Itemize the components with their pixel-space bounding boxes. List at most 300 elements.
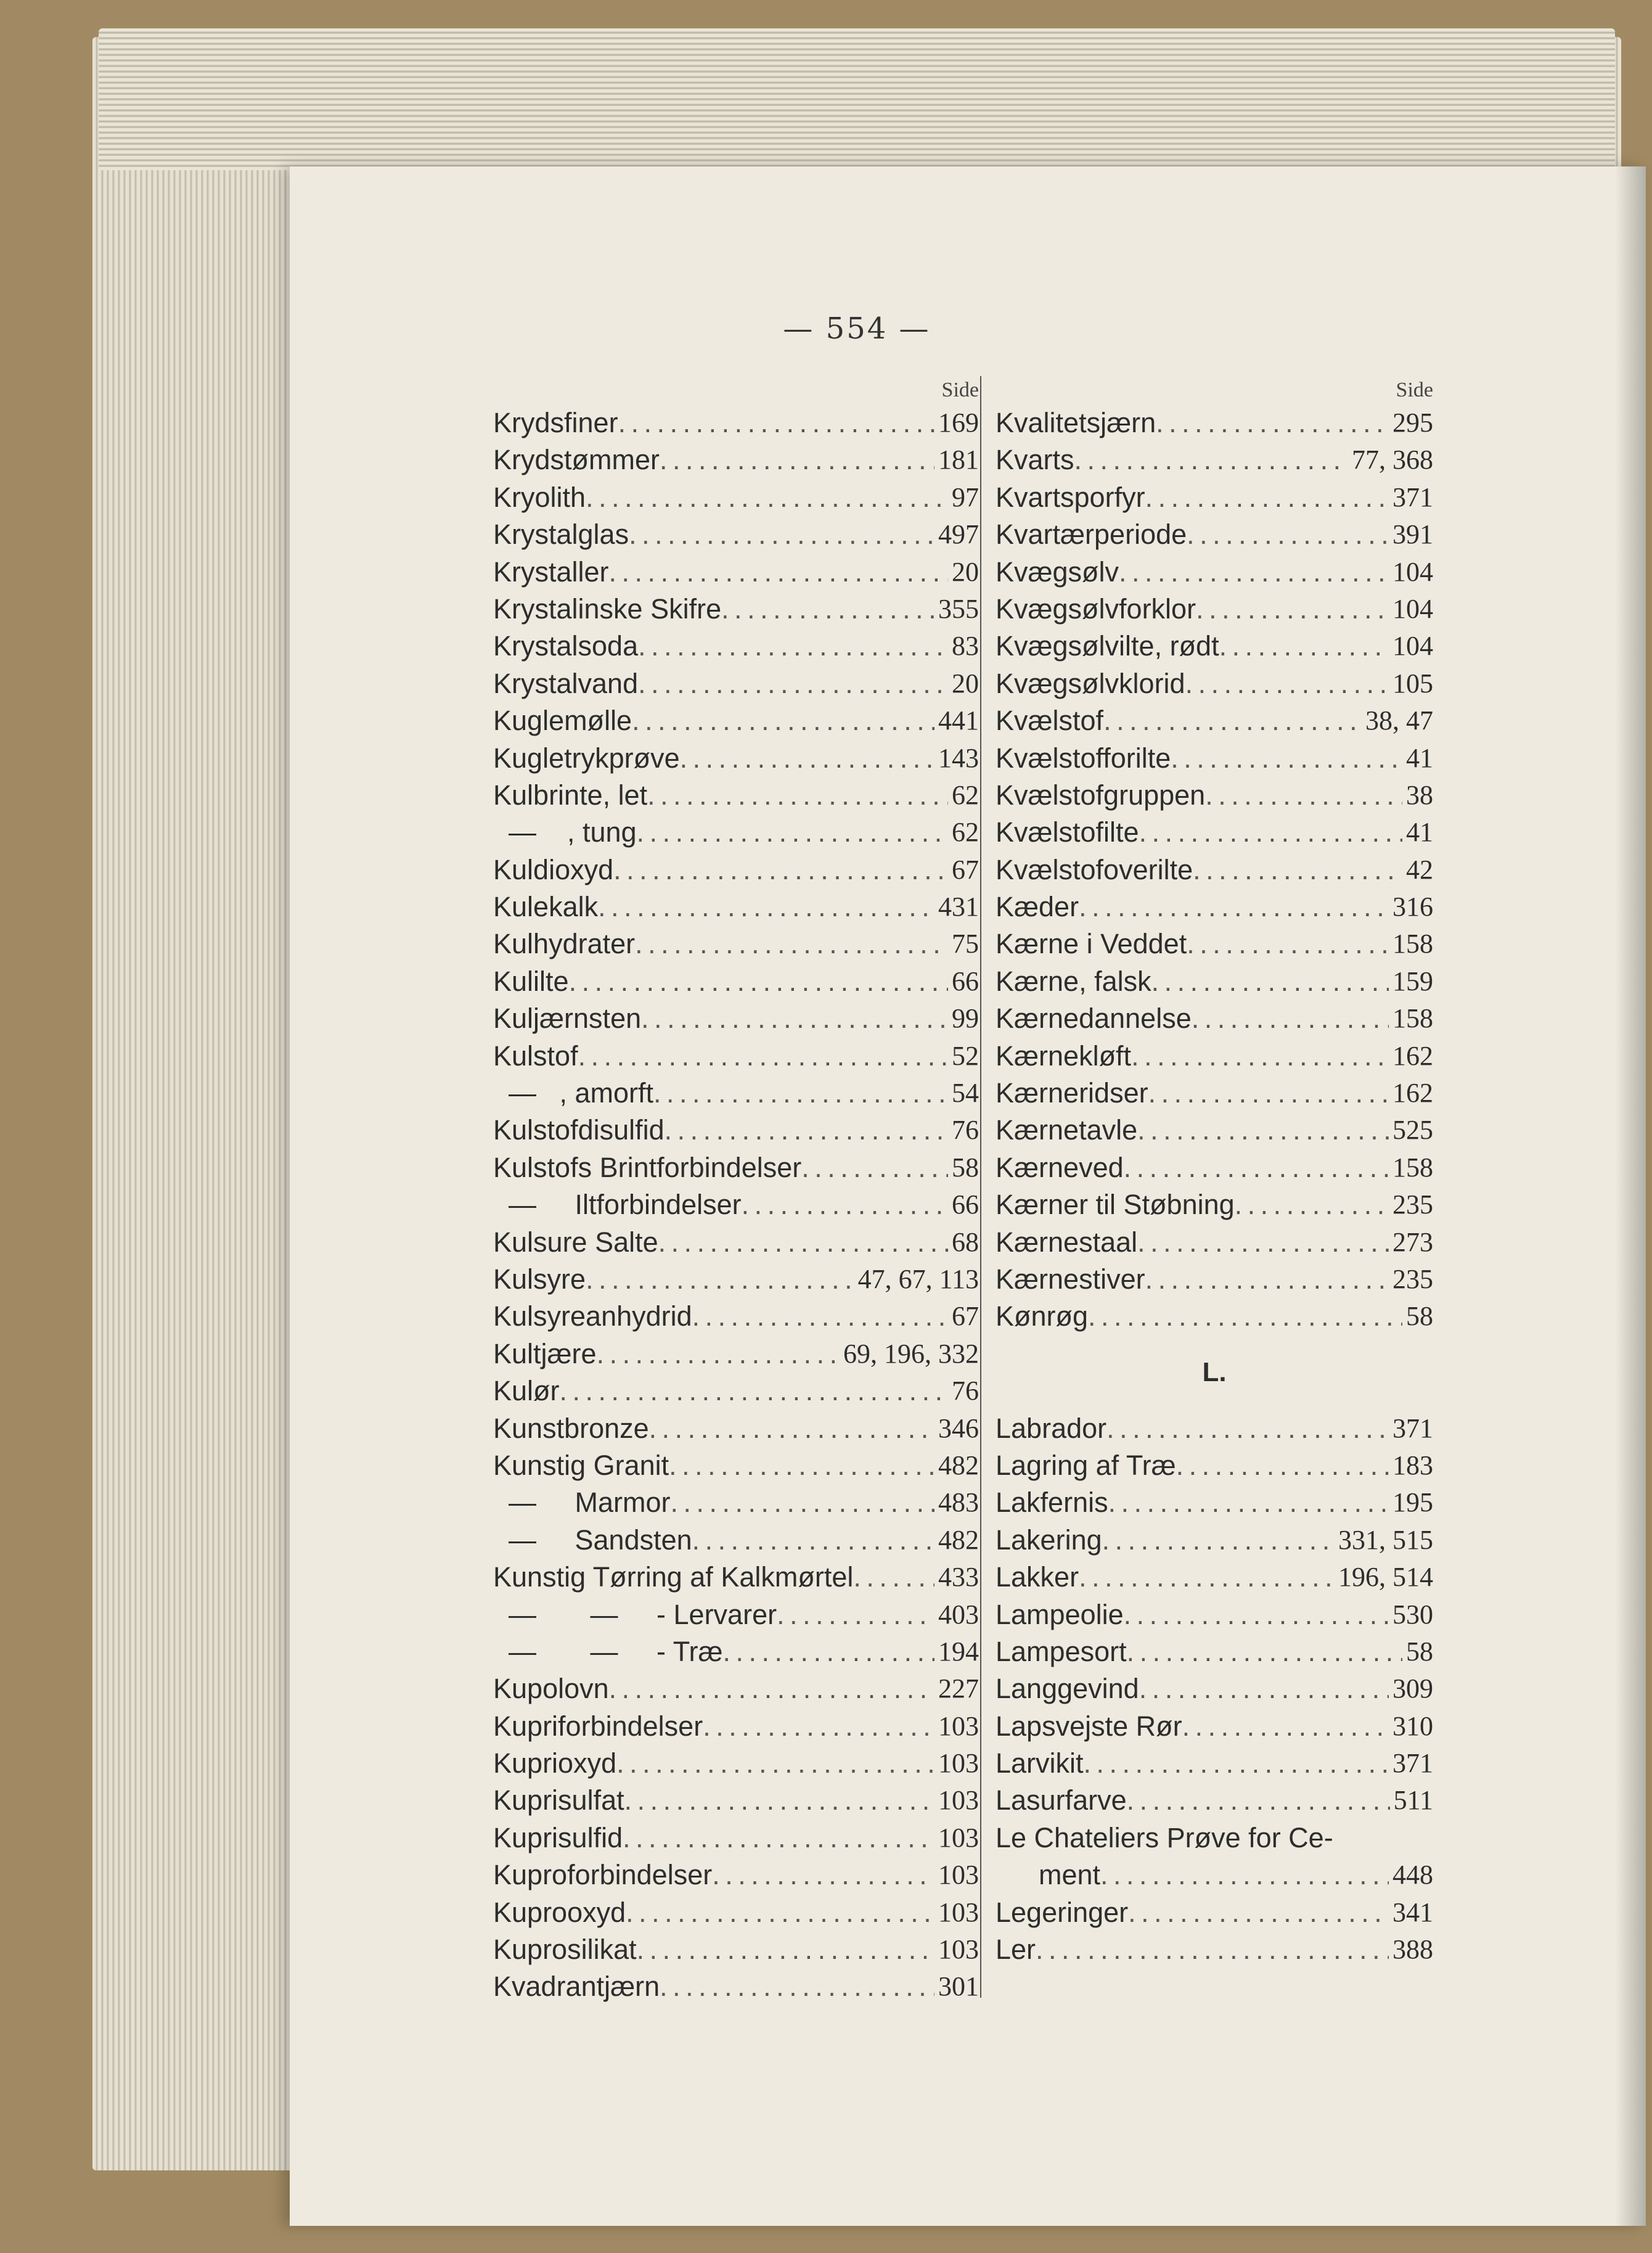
index-entry: [996, 1820, 1433, 1857]
index-entry: [996, 963, 1433, 1000]
index-term: Kvægsølvforklor: [996, 593, 1196, 625]
page-reference: 158: [1392, 1003, 1433, 1034]
index-entry: [996, 1261, 1433, 1298]
index-entry: [996, 1484, 1433, 1521]
dot-leader: [692, 1298, 948, 1335]
dot-leader: [703, 1708, 934, 1745]
page-reference: 105: [1392, 668, 1433, 699]
index-entry: [996, 1038, 1433, 1075]
dot-leader: [1127, 1782, 1390, 1819]
dot-leader: [1196, 591, 1389, 628]
dot-leader: [578, 1038, 948, 1075]
index-entry: [996, 1745, 1433, 1782]
page-reference: 482: [938, 1524, 979, 1555]
page-reference: 194: [938, 1636, 979, 1667]
index-entry: [493, 1894, 979, 1931]
index-entry: [493, 1857, 979, 1894]
dot-leader: [1084, 1745, 1389, 1782]
page-reference: 482: [938, 1450, 979, 1480]
index-column-left: [493, 376, 979, 2006]
index-term: Kuprosilikat: [493, 1934, 637, 1966]
dot-leader: [1151, 963, 1389, 1000]
dot-leader: [660, 441, 934, 478]
index-entry: [996, 1000, 1433, 1037]
index-entry: [996, 1931, 1433, 1968]
page-reference: 58: [1406, 1636, 1433, 1667]
index-entry: [493, 1075, 979, 1112]
page-reference: 54: [952, 1078, 979, 1109]
index-entry: [493, 1224, 979, 1261]
index-term: Kærneved: [996, 1151, 1124, 1183]
index-entry: [996, 1410, 1433, 1447]
page-reference: 391: [1392, 519, 1433, 550]
page-reference: 403: [938, 1599, 979, 1630]
page-reference: 52: [952, 1040, 979, 1071]
page-reference: 341: [1392, 1897, 1433, 1927]
index-term: Kuljærnsten: [493, 1003, 642, 1035]
dot-leader: [1139, 1670, 1389, 1707]
index-term: Kærner til Støbning: [996, 1189, 1235, 1221]
index-entry: [996, 1447, 1433, 1484]
dot-leader: [1079, 1559, 1335, 1596]
page-reference: 103: [938, 1860, 979, 1890]
index-term: Krydstømmer: [493, 444, 660, 476]
page-reference: 497: [938, 519, 979, 550]
index-entries-left: [493, 404, 979, 2006]
index-term: Kulekalk: [493, 891, 599, 923]
index-entry: [493, 404, 979, 441]
dot-leader: [1192, 1000, 1389, 1037]
dot-leader: [649, 1410, 934, 1447]
page-reference: 66: [952, 1189, 979, 1220]
index-term: Lakering: [996, 1524, 1102, 1556]
index-entry: [493, 1782, 979, 1819]
index-entry: [996, 777, 1433, 814]
index-term: Kvarts: [996, 444, 1074, 476]
page-reference: 68: [952, 1226, 979, 1257]
index-term: Kuprisulfid: [493, 1821, 623, 1853]
index-term: Kulstof: [493, 1040, 578, 1072]
dot-leader: [629, 516, 934, 553]
index-entry: [493, 1149, 979, 1186]
index-term: Krydsfiner: [493, 407, 618, 438]
dot-leader: [1100, 1857, 1389, 1894]
dot-leader: [613, 852, 948, 888]
index-entry: [493, 1112, 979, 1149]
dot-leader: [638, 665, 948, 702]
page-reference: 371: [1392, 1748, 1433, 1779]
index-entry: [493, 1000, 979, 1037]
dot-leader: [609, 1670, 934, 1707]
dot-leader: [1176, 1447, 1389, 1484]
index-term: Kupriforbindelser: [493, 1710, 703, 1742]
page-reference: 103: [938, 1748, 979, 1779]
index-entry: [493, 628, 979, 665]
index-entry: [996, 479, 1433, 516]
index-term: Kuprooxyd: [493, 1896, 626, 1928]
index-term: Legeringer: [996, 1896, 1129, 1928]
index-entry: [996, 1075, 1433, 1112]
section-heading-l: L.: [1202, 1356, 1227, 1387]
page-reference: 20: [952, 556, 979, 587]
index-column-right: [996, 376, 1433, 1968]
page-reference: 235: [1392, 1189, 1433, 1220]
index-entry: [493, 1633, 979, 1670]
page-reference: 355: [938, 593, 979, 624]
dot-leader: [1131, 1038, 1389, 1075]
index-entry: [493, 591, 979, 628]
dot-leader: [609, 554, 948, 591]
index-term: Kvælstofilte: [996, 816, 1139, 848]
index-entry: [493, 479, 979, 516]
page-reference: 104: [1392, 556, 1433, 587]
index-entry: [996, 1522, 1433, 1559]
page-reference: 47, 67, 113: [857, 1263, 979, 1294]
index-entry: [493, 1484, 979, 1521]
index-term: Kulsyreanhydrid: [493, 1300, 692, 1332]
dot-leader: [637, 1931, 934, 1968]
dot-leader: [801, 1149, 948, 1186]
index-term: Kulilte: [493, 965, 569, 997]
dot-leader: [586, 479, 948, 516]
page-reference: 103: [938, 1822, 979, 1853]
dot-leader: [598, 888, 934, 925]
dot-leader: [721, 591, 934, 628]
page-reference: 58: [952, 1152, 979, 1183]
page-reference: 525: [1392, 1115, 1433, 1146]
page-reference: 104: [1392, 593, 1433, 624]
index-entry: [493, 1410, 979, 1447]
index-term: Kærnetavle: [996, 1114, 1138, 1146]
page-edges-top: [99, 28, 1615, 170]
side-column-header: Side: [941, 379, 979, 401]
index-term: Lagring af Træ: [996, 1449, 1176, 1481]
dot-leader: [1079, 888, 1389, 925]
index-term: Kulør: [493, 1375, 560, 1407]
index-term: Kvælstofforilte: [996, 742, 1171, 774]
index-term: Le Chateliers Prøve for Ce-: [996, 1821, 1333, 1853]
page-reference: 62: [952, 817, 979, 848]
index-entry: [493, 665, 979, 702]
dot-leader: [635, 925, 948, 962]
dot-leader: [632, 702, 934, 739]
page-reference: 58: [1406, 1301, 1433, 1332]
dot-leader: [664, 1112, 948, 1149]
dot-leader: [680, 740, 934, 777]
index-term: Kuglemølle: [493, 705, 632, 737]
index-term: Kultjære: [493, 1337, 597, 1369]
dot-leader: [853, 1559, 934, 1596]
index-term: Langgevind: [996, 1673, 1139, 1705]
dot-leader: [1185, 665, 1389, 702]
index-entry: [493, 1261, 979, 1298]
index-term: Kvartærperiode: [996, 519, 1187, 551]
dot-leader: [1124, 1149, 1389, 1186]
index-entry: [996, 925, 1433, 962]
index-entry: [493, 1968, 979, 2005]
column-divider: [980, 376, 981, 1998]
page-reference: 69, 196, 332: [843, 1338, 979, 1369]
index-term: Kuldioxyd: [493, 853, 614, 885]
index-entry: [996, 404, 1433, 441]
index-term: Lampesort: [996, 1635, 1127, 1667]
page-reference: 331, 515: [1338, 1524, 1433, 1555]
dot-leader: [1127, 1633, 1402, 1670]
page-reference: 310: [1392, 1710, 1433, 1741]
index-entry: [493, 1931, 979, 1968]
page-reference: 530: [1392, 1599, 1433, 1630]
index-entry: [996, 814, 1433, 851]
index-term: Krystalinske Skifre: [493, 593, 722, 625]
page-reference: 67: [952, 1301, 979, 1332]
index-term: — Sandsten: [493, 1524, 692, 1556]
index-term: Kvægsølv: [996, 556, 1119, 588]
index-term: Kvartsporfyr: [996, 481, 1145, 513]
page-reference: 483: [938, 1487, 979, 1518]
index-term: Krystalvand: [493, 667, 639, 699]
index-entries-right-l: [996, 1410, 1433, 1969]
index-entry: [996, 1112, 1433, 1149]
dot-leader: [658, 1224, 948, 1261]
dot-leader: [624, 1782, 934, 1819]
index-entry: [996, 1670, 1433, 1707]
index-term: — , tung: [493, 816, 637, 848]
page-reference: 103: [938, 1934, 979, 1965]
index-term: Kvadrantjærn: [493, 1971, 660, 2003]
page-reference: 103: [938, 1785, 979, 1816]
page-reference: 143: [938, 742, 979, 773]
index-entry: [493, 740, 979, 777]
index-entry: [493, 1820, 979, 1857]
dot-leader: [569, 963, 948, 1000]
index-entry: [996, 888, 1433, 925]
page-reference: 301: [938, 1971, 979, 2002]
dot-leader: [1187, 516, 1389, 553]
dot-leader: [623, 1820, 934, 1857]
page-reference: 76: [952, 1376, 979, 1406]
page-reference: 181: [938, 445, 979, 475]
index-term: Kuprisulfat: [493, 1784, 624, 1816]
dot-leader: [1182, 1708, 1389, 1745]
index-entry: [493, 852, 979, 888]
page-reference: 441: [938, 705, 979, 736]
index-entry: [996, 1782, 1433, 1819]
page-reference: 76: [952, 1115, 979, 1146]
dot-leader: [777, 1596, 934, 1633]
dot-leader: [647, 777, 948, 814]
index-term: Kvælstofgruppen: [996, 779, 1206, 811]
index-term: Kærne i Veddet: [996, 928, 1187, 960]
index-term: Krystalsoda: [493, 630, 639, 662]
page-reference: 169: [938, 408, 979, 438]
dot-leader: [1156, 404, 1389, 441]
index-term: Kønrøg: [996, 1300, 1089, 1332]
dot-leader: [669, 1447, 934, 1484]
page-reference: 158: [1392, 1152, 1433, 1183]
index-term: — Iltforbindelser: [493, 1189, 742, 1221]
index-term: Kryolith: [493, 481, 586, 513]
index-entry: [493, 1596, 979, 1633]
index-entry: [493, 516, 979, 553]
index-term: Kvalitetsjærn: [996, 407, 1156, 438]
page-reference: 235: [1392, 1263, 1433, 1294]
index-term: Kulbrinte, let: [493, 779, 648, 811]
index-entry: [996, 1894, 1433, 1931]
index-term: Kærnekløft: [996, 1040, 1132, 1072]
index-entry: [996, 1186, 1433, 1223]
dot-leader: [1106, 1410, 1389, 1447]
page-reference: 183: [1392, 1450, 1433, 1480]
dot-leader: [671, 1484, 934, 1521]
index-term: Kulsure Salte: [493, 1226, 658, 1258]
dot-leader: [586, 1261, 854, 1298]
dot-leader: [626, 1894, 934, 1931]
dot-leader: [653, 1075, 948, 1112]
dot-leader: [692, 1522, 934, 1559]
index-entry: [996, 1298, 1433, 1335]
dot-leader: [1128, 1894, 1389, 1931]
dot-leader: [1137, 1112, 1389, 1149]
index-entry: [493, 1559, 979, 1596]
index-term: Kvægsølvilte, rødt: [996, 630, 1219, 662]
index-term: Ler: [996, 1934, 1036, 1966]
page-reference: 433: [938, 1562, 979, 1593]
dot-leader: [1088, 1298, 1402, 1335]
page-reference: 371: [1392, 482, 1433, 512]
dot-leader: [1193, 852, 1402, 888]
index-entry: [996, 1224, 1433, 1261]
index-entry: [493, 1522, 979, 1559]
index-entry: [493, 814, 979, 851]
index-term: — — - Træ: [493, 1635, 723, 1667]
index-entry: [493, 1298, 979, 1335]
index-entry: [996, 1596, 1433, 1633]
page-reference: 83: [952, 631, 979, 662]
index-term: Kæder: [996, 891, 1079, 923]
dot-leader: [1145, 1261, 1389, 1298]
index-term: ment: [1039, 1859, 1101, 1891]
page-reference: 196, 514: [1338, 1562, 1433, 1593]
dot-leader: [1171, 740, 1402, 777]
page-reference: 162: [1392, 1040, 1433, 1071]
page-reference: 99: [952, 1003, 979, 1034]
dot-leader: [712, 1857, 934, 1894]
dot-leader: [1124, 1596, 1389, 1633]
dot-leader: [1102, 1522, 1335, 1559]
dot-leader: [660, 1968, 934, 2005]
page-reference: 104: [1392, 631, 1433, 662]
index-term: Kærneridser: [996, 1077, 1148, 1109]
index-entry: [493, 1186, 979, 1223]
index-entry: [996, 628, 1433, 665]
index-term: Lampeolie: [996, 1598, 1124, 1630]
index-term: Lakfernis: [996, 1487, 1108, 1519]
page-reference: 309: [1392, 1673, 1433, 1704]
index-entry: [493, 777, 979, 814]
dot-leader: [1074, 441, 1348, 478]
index-term: Kærnedannelse: [996, 1003, 1192, 1035]
index-entry: [996, 554, 1433, 591]
dot-leader: [637, 814, 948, 851]
index-entry: [493, 963, 979, 1000]
index-term: Kulsyre: [493, 1263, 586, 1295]
index-term: Lasurfarve: [996, 1784, 1127, 1816]
dot-leader: [616, 1745, 934, 1782]
page-reference: 38, 47: [1365, 705, 1433, 736]
page-reference: 448: [1392, 1860, 1433, 1890]
index-entry: [493, 441, 979, 478]
index-entry: [493, 1336, 979, 1373]
index-term: Krystalglas: [493, 519, 629, 551]
dot-leader: [1145, 479, 1389, 516]
index-term: Lakker: [996, 1561, 1079, 1593]
page-reference: 158: [1392, 929, 1433, 959]
index-term: Lapsvejste Rør: [996, 1710, 1182, 1742]
page-reference: 195: [1392, 1487, 1433, 1518]
index-term: Larvikit: [996, 1747, 1084, 1779]
dot-leader: [1219, 628, 1389, 665]
page-reference: 227: [938, 1673, 979, 1704]
page-reference: 97: [952, 482, 979, 512]
page-reference: 162: [1392, 1078, 1433, 1109]
page-reference: 273: [1392, 1226, 1433, 1257]
index-entries-right-k: [996, 404, 1433, 1336]
dot-leader: [1235, 1186, 1389, 1223]
dot-leader: [1187, 925, 1389, 962]
page-number: — 554 —: [783, 311, 931, 346]
dot-leader: [641, 1000, 948, 1037]
index-entry: [493, 1373, 979, 1410]
index-term: — Marmor: [493, 1487, 671, 1519]
page-reference: 295: [1392, 408, 1433, 438]
page-reference: 41: [1406, 742, 1433, 773]
dot-leader: [560, 1373, 948, 1410]
index-term: Kærne, falsk: [996, 965, 1151, 997]
index-entry: [996, 1559, 1433, 1596]
index-entry: [996, 441, 1433, 478]
index-term: Kulstofdisulfid: [493, 1114, 664, 1146]
index-term: Kulstofs Brintforbindelser: [493, 1151, 802, 1183]
page-reference: 346: [938, 1413, 979, 1443]
page-reference: 316: [1392, 892, 1433, 922]
index-entry: [493, 1745, 979, 1782]
dot-leader: [742, 1186, 948, 1223]
index-term: Kunstbronze: [493, 1412, 649, 1444]
index-term: — , amorft: [493, 1077, 654, 1109]
side-column-header: Side: [1396, 379, 1433, 401]
index-entry: [996, 740, 1433, 777]
dot-leader: [1103, 702, 1362, 739]
index-term: Krystaller: [493, 556, 609, 588]
page-reference: 77, 368: [1352, 445, 1433, 475]
index-entry: [493, 554, 979, 591]
page-reference: 20: [952, 668, 979, 699]
dot-leader: [597, 1336, 840, 1373]
page-gutter-shadow: [1615, 166, 1646, 2226]
page-reference: 431: [938, 892, 979, 922]
page-reference: 75: [952, 929, 979, 959]
index-entry: [493, 1670, 979, 1707]
index-term: Kupolovn: [493, 1673, 609, 1705]
index-term: Kugletrykprøve: [493, 742, 680, 774]
index-term: Kulhydrater: [493, 928, 636, 960]
page-reference: 62: [952, 779, 979, 810]
page-reference: 388: [1392, 1934, 1433, 1965]
index-entry: [996, 665, 1433, 702]
index-entry: [996, 591, 1433, 628]
page-reference: 38: [1406, 779, 1433, 810]
dot-leader: [618, 404, 934, 441]
